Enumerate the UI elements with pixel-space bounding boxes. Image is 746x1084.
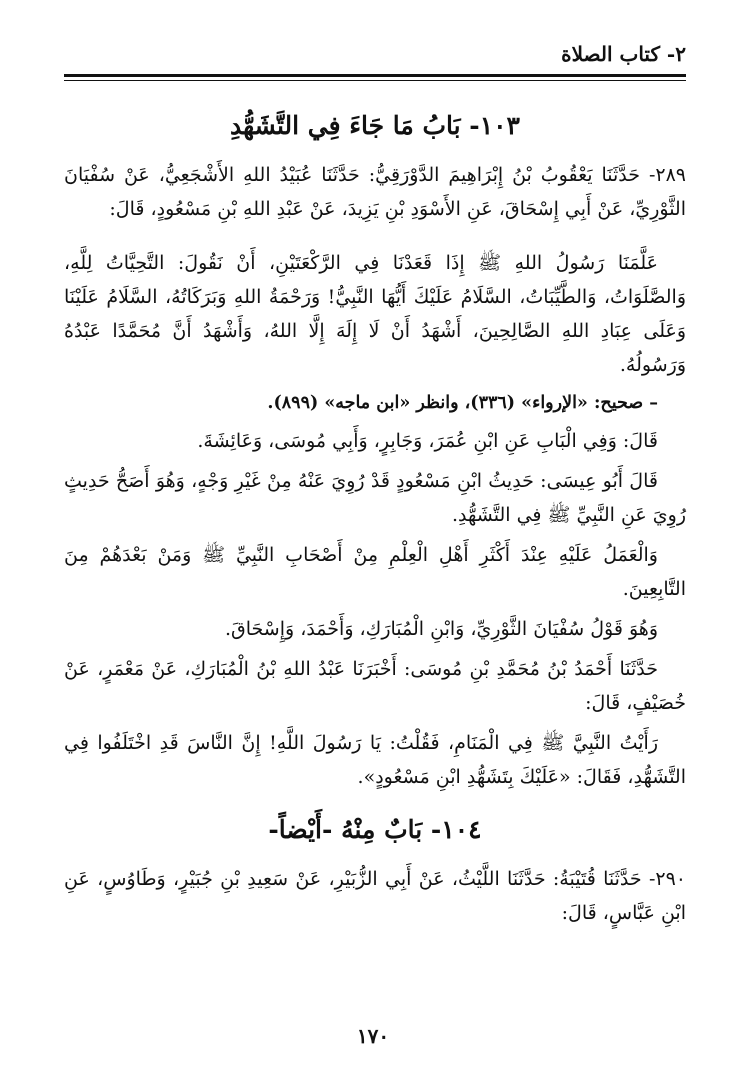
header-book-title: ٢- كتاب الصلاة: [561, 42, 686, 66]
hadith-290-isnad: ٢٩٠- حَدَّثَنَا قُتَيْبَةُ: حَدَّثَنَا اللَّيْثُ، عَنْ أَبِي الزُّبَيْرِ، عَنْ سَعِيدِ بْنِ جُبَيْرٍ، وَطَاوُسٍ، عَنِ ابْنِ عَبَّاسٍ، قَالَ:: [64, 868, 686, 924]
chapter-title-103: ١٠٣- بَابُ مَا جَاءَ فِي التَّشَهُّدِ: [230, 111, 520, 140]
page-content: [64, 106, 686, 936]
chapter-title-104: ١٠٤- بَابٌ مِنْهُ -أَيْضاً-: [268, 815, 482, 844]
commentary-paragraph: قَالَ: وَفِي الْبَابِ عَنِ ابْنِ عُمَرَ، وَجَابِرٍ، وَأَبِي مُوسَى، وَعَائِشَةَ.: [197, 430, 658, 452]
commentary-paragraph: رَأَيْتُ النَّبِيَّ ﷺ فِي الْمَنَامِ، فَقُلْتُ: يَا رَسُولَ اللَّهِ! إِنَّ النَّاسَ قَدِ اخْتَلَفُوا فِي التَّشَهُّدِ، فَقَالَ: «عَلَيْكَ بِتَشَهُّدِ ابْنِ مَسْعُودٍ».: [64, 732, 686, 788]
commentary-paragraph: قَالَ أَبُو عِيسَى: حَدِيثُ ابْنِ مَسْعُودٍ قَدْ رُوِيَ عَنْهُ مِنْ غَيْرِ وَجْهٍ، وَهُوَ أَصَحُّ حَدِيثٍ رُوِيَ عَنِ النَّبِيِّ ﷺ فِي التَّشَهُّدِ.: [64, 470, 686, 526]
running-header: [64, 38, 686, 74]
hadith-grading: – صحيح: «الإرواء» (٣٣٦)، وانظر «ابن ماجه» (٨٩٩).: [267, 393, 658, 413]
header-rule-thin: [64, 80, 686, 81]
page-number: ١٧٠: [356, 1024, 390, 1048]
commentary-paragraph: وَالْعَمَلُ عَلَيْهِ عِنْدَ أَكْثَرِ أَهْلِ الْعِلْمِ مِنْ أَصْحَابِ النَّبِيِّ ﷺ وَمَنْ بَعْدَهُمْ مِنَ التَّابِعِينَ.: [64, 544, 686, 600]
header-rule-thick: [64, 74, 686, 77]
commentary-paragraph: وَهُوَ قَوْلُ سُفْيَانَ الثَّوْرِيِّ، وَابْنِ الْمُبَارَكِ، وَأَحْمَدَ، وَإِسْحَاقَ.: [224, 618, 658, 640]
hadith-289-isnad: ٢٨٩- حَدَّثَنَا يَعْقُوبُ بْنُ إِبْرَاهِيمَ الدَّوْرَقِيُّ: حَدَّثَنَا عُبَيْدُ اللهِ الأَشْجَعِيُّ، عَنْ سُفْيَانَ الثَّوْرِيِّ، عَنْ أَبِي إِسْحَاقَ، عَنِ الأَسْوَدِ بْنِ يَزِيدَ، عَنْ عَبْدِ اللهِ بْنِ مَسْعُودٍ، قَالَ:: [64, 164, 686, 220]
hadith-289-matn: عَلَّمَنَا رَسُولُ اللهِ ﷺ إِذَا قَعَدْنَا فِي الرَّكْعَتَيْنِ، أَنْ نَقُولَ: التَّحِيَّاتُ لِلَّهِ، وَالصَّلَوَاتُ، وَالطَّيِّبَاتُ، السَّلَامُ عَلَيْكَ أَيُّهَا النَّبِيُّ! وَرَحْمَةُ اللهِ وَبَرَكَاتُهُ، السَّلَامُ عَلَيْنَا وَعَلَى عِبَادِ اللهِ الصَّالِحِينَ، أَشْهَدُ أَنْ لَا إِلَهَ إِلَّا اللهُ، وَأَشْهَدُ أَنَّ مُحَمَّدًا عَبْدُهُ وَرَسُولُهُ.: [64, 252, 686, 376]
commentary-paragraph: حَدَّثَنَا أَحْمَدُ بْنُ مُحَمَّدِ بْنِ مُوسَى: أَخْبَرَنَا عَبْدُ اللهِ بْنُ الْمُبَارَكِ، عَنْ مَعْمَرٍ، عَنْ خُصَيْفٍ، قَالَ:: [64, 658, 686, 714]
